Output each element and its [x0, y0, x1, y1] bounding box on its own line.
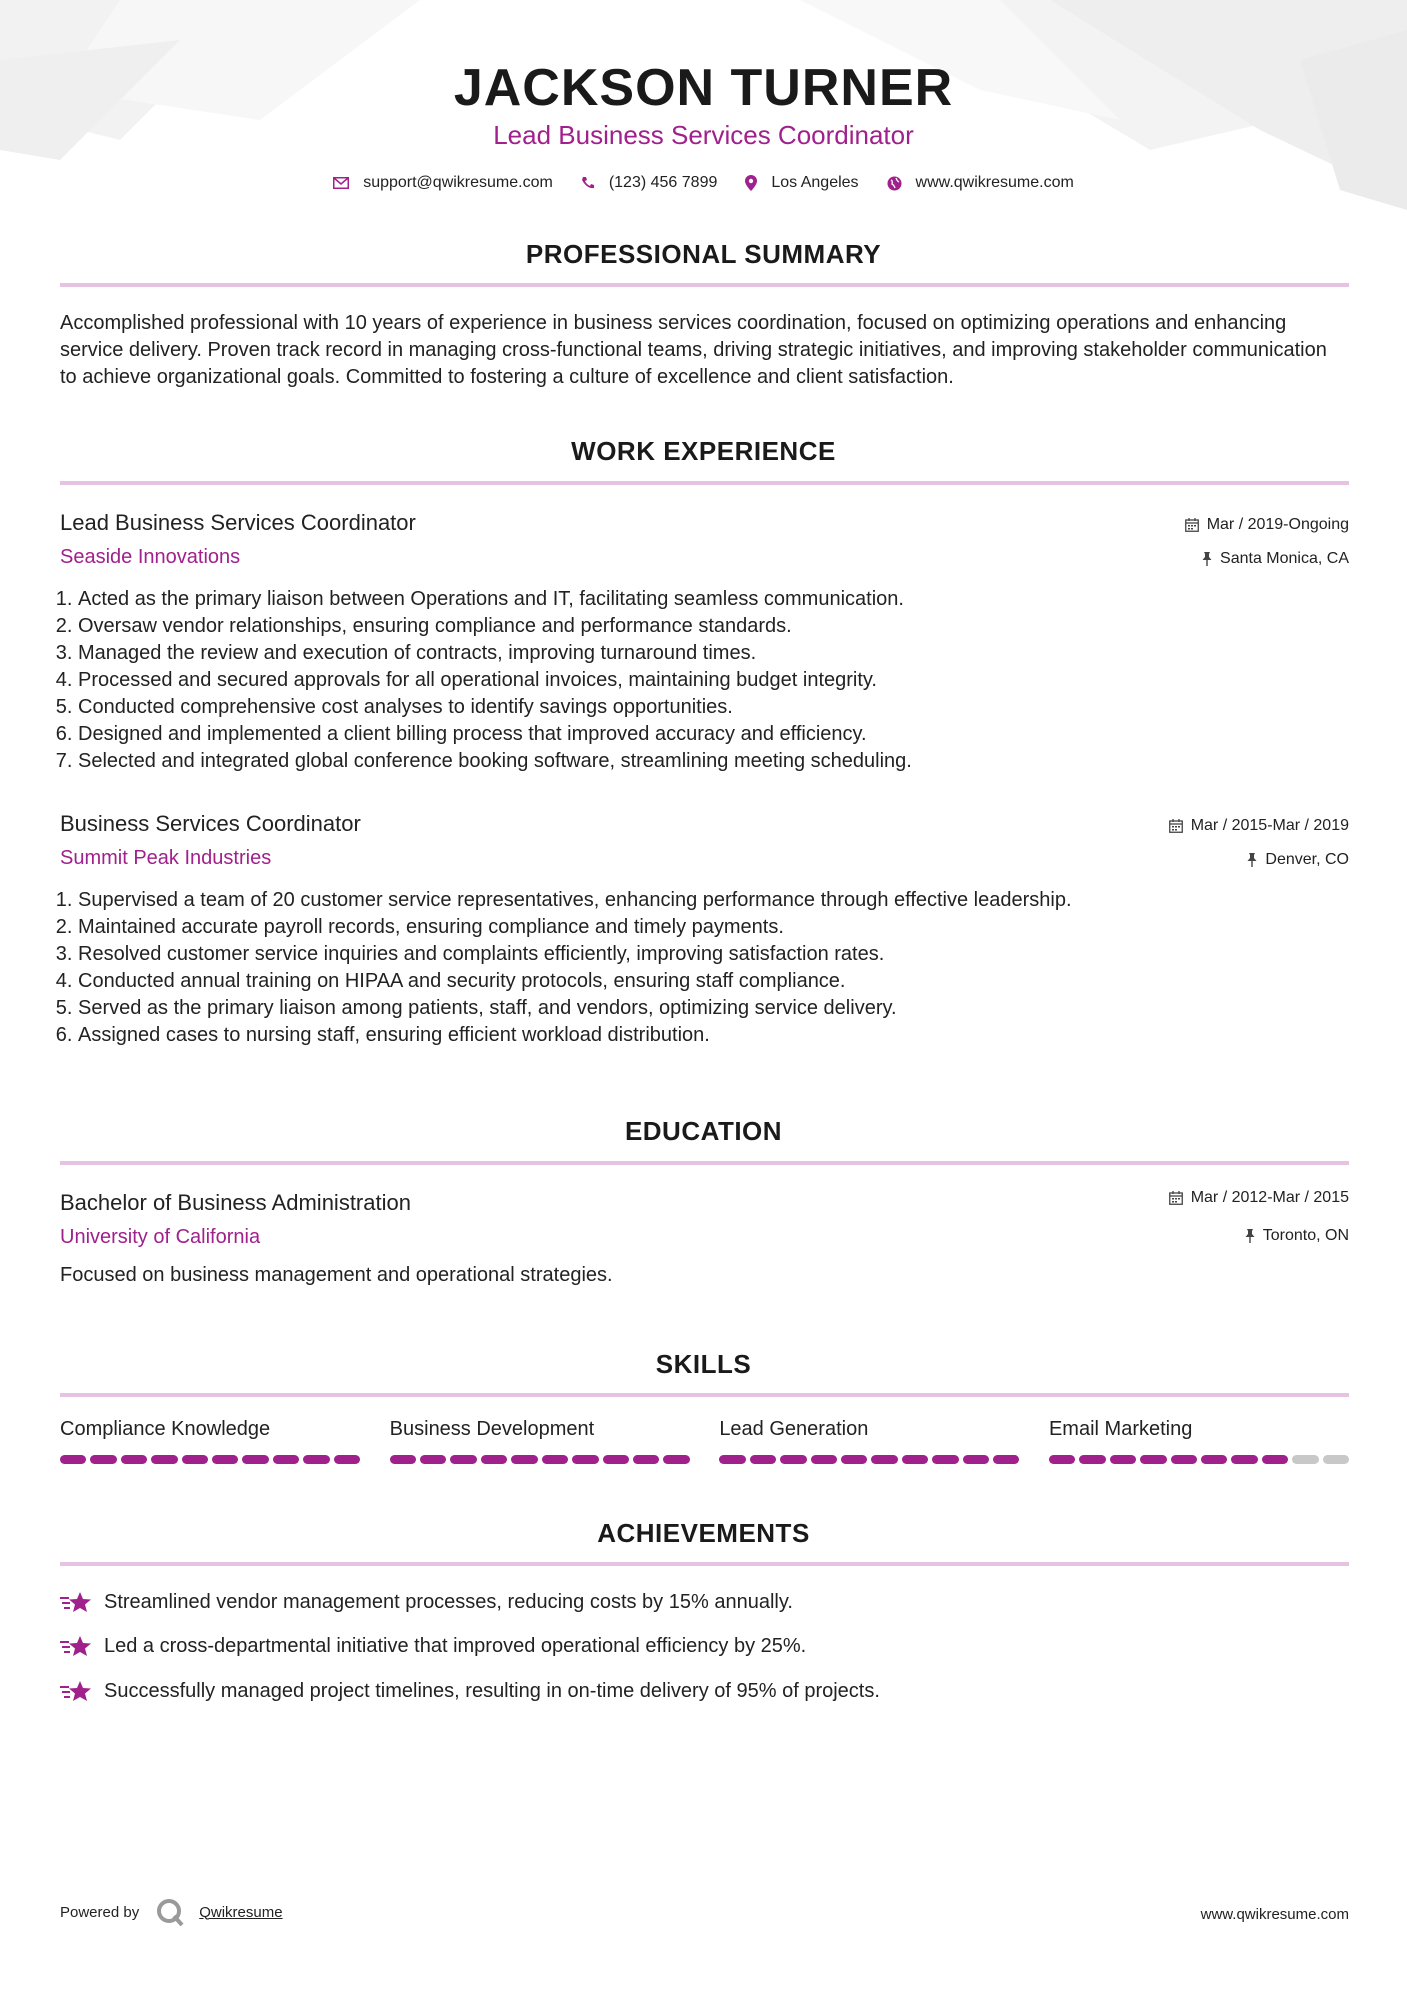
skill-segment-filled — [1140, 1455, 1166, 1464]
map-marker-icon — [745, 175, 757, 191]
skill-segment-filled — [750, 1455, 776, 1464]
star-icon — [60, 1590, 92, 1614]
degree-title: Bachelor of Business Administration — [60, 1190, 411, 1215]
skill-level-bar — [719, 1455, 1019, 1464]
skill-segment-filled — [572, 1455, 598, 1464]
job-company: Summit Peak Industries — [60, 847, 272, 869]
education-dates — [1169, 1189, 1349, 1207]
skill-segment-filled — [450, 1455, 476, 1464]
education-description: Focused on business management and operational strategies. — [60, 1264, 613, 1286]
footer-website-link[interactable]: www.qwikresume.com — [1200, 1906, 1349, 1923]
skill-segment-filled — [1262, 1455, 1288, 1464]
summary-heading: PROFESSIONAL SUMMARY — [525, 239, 882, 269]
qwikresume-link[interactable]: Qwikresume — [199, 1903, 283, 1921]
skill-segment-filled — [511, 1455, 537, 1464]
skill-item — [1049, 1418, 1349, 1464]
contact-website-text: www.qwikresume.com — [915, 174, 1074, 191]
contact-location-text: Los Angeles — [771, 174, 859, 191]
list-item: 5. Served as the primary liaison among patients, staff, and vendors, optimizing service delivery. — [78, 995, 1278, 1022]
qwikresume-logo-icon — [155, 1897, 185, 1927]
skill-segment-filled — [1231, 1455, 1257, 1464]
skill-name: Email Marketing — [1048, 1418, 1193, 1440]
summary-text: Accomplished professional with 10 years of experience in business services coordination, focused on optimizing operations and enhancing service delivery. Proven track record in managing cross-functional teams, driving strategic initiatives, and improving stakeholder communication to achieve organizational goals. Committed to fostering a culture of excellence and client satisfaction. — [60, 312, 1327, 388]
skill-segment-filled — [390, 1455, 416, 1464]
skill-segment-filled — [811, 1455, 837, 1464]
skill-segment-filled — [121, 1455, 147, 1464]
achievements-heading: ACHIEVEMENTS — [597, 1518, 810, 1548]
skill-segment-filled — [871, 1455, 897, 1464]
pushpin-icon — [1247, 853, 1257, 867]
skill-segment-filled — [481, 1455, 507, 1464]
list-item: 2. Maintained accurate payroll records, ensuring compliance and timely payments. — [78, 914, 1278, 941]
job-location — [1247, 851, 1349, 869]
candidate-name: JACKSON TURNER — [453, 59, 954, 117]
job-location-text: Denver, CO — [1265, 851, 1349, 868]
calendar-icon — [1169, 1191, 1183, 1205]
skills-heading: SKILLS — [655, 1349, 752, 1379]
candidate-role: Lead Business Services Coordinator — [493, 120, 914, 150]
skill-segment-empty — [1323, 1455, 1349, 1464]
list-item: 7. Selected and integrated global conference booking software, streamlining meeting scheduling. — [78, 748, 1278, 775]
job-title: Lead Business Services Coordinator — [60, 510, 416, 535]
star-icon — [60, 1634, 92, 1658]
achievement-item — [60, 1590, 793, 1614]
skill-segment-filled — [993, 1455, 1019, 1464]
skill-segment-filled — [603, 1455, 629, 1464]
achievements-divider — [60, 1562, 1349, 1566]
job-location — [1202, 550, 1349, 568]
skill-segment-filled — [420, 1455, 446, 1464]
calendar-icon — [1185, 518, 1199, 532]
skill-name: Business Development — [389, 1418, 595, 1440]
school-name: University of California — [60, 1226, 261, 1248]
skill-segment-empty — [1292, 1455, 1318, 1464]
skill-segment-filled — [1201, 1455, 1227, 1464]
skill-level-bar — [60, 1455, 360, 1464]
powered-by — [60, 1897, 283, 1927]
achievement-text: Successfully managed project timelines, resulting in on-time delivery of 95% of projects. — [104, 1679, 880, 1702]
phone-icon — [581, 176, 595, 190]
list-item: 5. Conducted comprehensive cost analyses to identify savings opportunities. — [78, 694, 1278, 721]
skill-segment-filled — [242, 1455, 268, 1464]
contact-phone-text: (123) 456 7899 — [608, 174, 718, 191]
job-duties-list — [60, 887, 1278, 1049]
job-dates — [1185, 516, 1349, 534]
job-duties-list — [60, 586, 1278, 775]
education-location-text: Toronto, ON — [1262, 1227, 1349, 1244]
skill-segment-filled — [663, 1455, 689, 1464]
job-title: Business Services Coordinator — [60, 811, 361, 836]
skills-list — [60, 1418, 1349, 1464]
skill-segment-filled — [151, 1455, 177, 1464]
contact-email-text: support@qwikresume.com — [363, 174, 553, 191]
skill-segment-filled — [1079, 1455, 1105, 1464]
experience-divider — [60, 481, 1349, 485]
job-dates-text: Mar / 2015-Mar / 2019 — [1190, 817, 1349, 834]
skill-segment-filled — [1171, 1455, 1197, 1464]
list-item: 6. Designed and implemented a client billing process that improved accuracy and efficiency. — [78, 721, 1278, 748]
list-item: 2. Oversaw vendor relationships, ensuring compliance and performance standards. — [78, 613, 1278, 640]
list-item: 3. Managed the review and execution of contracts, improving turnaround times. — [78, 640, 1278, 667]
job-location-text: Santa Monica, CA — [1220, 550, 1349, 567]
pushpin-icon — [1245, 1229, 1255, 1243]
skill-item — [60, 1418, 360, 1464]
list-item: 6. Assigned cases to nursing staff, ensuring efficient workload distribution. — [78, 1022, 1278, 1049]
skill-segment-filled — [273, 1455, 299, 1464]
powered-by-label: Powered by — [60, 1903, 140, 1921]
pushpin-icon — [1202, 552, 1212, 566]
skill-item — [390, 1418, 690, 1464]
envelope-icon — [333, 177, 349, 189]
skill-segment-filled — [212, 1455, 238, 1464]
summary-divider — [60, 283, 1349, 287]
calendar-icon — [1169, 819, 1183, 833]
job-company: Seaside Innovations — [60, 546, 241, 568]
achievement-text: Streamlined vendor management processes, reducing costs by 15% annually. — [104, 1590, 793, 1613]
achievement-text: Led a cross-departmental initiative that improved operational efficiency by 25%. — [104, 1634, 807, 1657]
contact-email[interactable] — [333, 174, 553, 192]
skills-divider — [60, 1393, 1349, 1397]
skill-segment-filled — [963, 1455, 989, 1464]
skill-segment-filled — [780, 1455, 806, 1464]
skill-segment-filled — [902, 1455, 928, 1464]
skill-segment-filled — [932, 1455, 958, 1464]
achievement-item — [60, 1679, 880, 1703]
list-item: 4. Conducted annual training on HIPAA and security protocols, ensuring staff compliance. — [78, 968, 1278, 995]
skill-name: Lead Generation — [719, 1418, 869, 1440]
job-dates — [1169, 817, 1349, 835]
contact-phone[interactable] — [581, 174, 718, 192]
skill-segment-filled — [182, 1455, 208, 1464]
achievement-item — [60, 1634, 806, 1658]
skill-segment-filled — [1049, 1455, 1075, 1464]
skill-segment-filled — [334, 1455, 360, 1464]
list-item: 1. Acted as the primary liaison between Operations and IT, facilitating seamless communication. — [78, 586, 1278, 613]
list-item: 1. Supervised a team of 20 customer service representatives, enhancing performance through effective leadership. — [78, 887, 1278, 914]
list-item: 3. Resolved customer service inquiries and complaints efficiently, improving satisfaction rates. — [78, 941, 1278, 968]
skill-level-bar — [390, 1455, 690, 1464]
experience-heading: WORK EXPERIENCE — [571, 436, 836, 466]
globe-icon — [887, 176, 902, 191]
skill-segment-filled — [60, 1455, 86, 1464]
education-dates-text: Mar / 2012-Mar / 2015 — [1190, 1189, 1349, 1206]
contact-website[interactable] — [887, 174, 1074, 192]
skill-segment-filled — [841, 1455, 867, 1464]
star-icon — [60, 1679, 92, 1703]
list-item: 4. Processed and secured approvals for all operational invoices, maintaining budget integrity. — [78, 667, 1278, 694]
job-dates-text: Mar / 2019-Ongoing — [1206, 516, 1349, 533]
education-heading: EDUCATION — [624, 1116, 783, 1146]
skill-level-bar — [1049, 1455, 1349, 1464]
education-location — [1245, 1227, 1349, 1245]
skill-segment-filled — [303, 1455, 329, 1464]
skill-segment-filled — [90, 1455, 116, 1464]
skill-segment-filled — [542, 1455, 568, 1464]
contact-location — [745, 174, 858, 192]
skill-segment-filled — [1110, 1455, 1136, 1464]
education-divider — [60, 1161, 1349, 1165]
skill-name: Compliance Knowledge — [60, 1418, 271, 1440]
contact-bar — [0, 174, 1407, 192]
skill-item — [719, 1418, 1019, 1464]
skill-segment-filled — [633, 1455, 659, 1464]
skill-segment-filled — [719, 1455, 745, 1464]
